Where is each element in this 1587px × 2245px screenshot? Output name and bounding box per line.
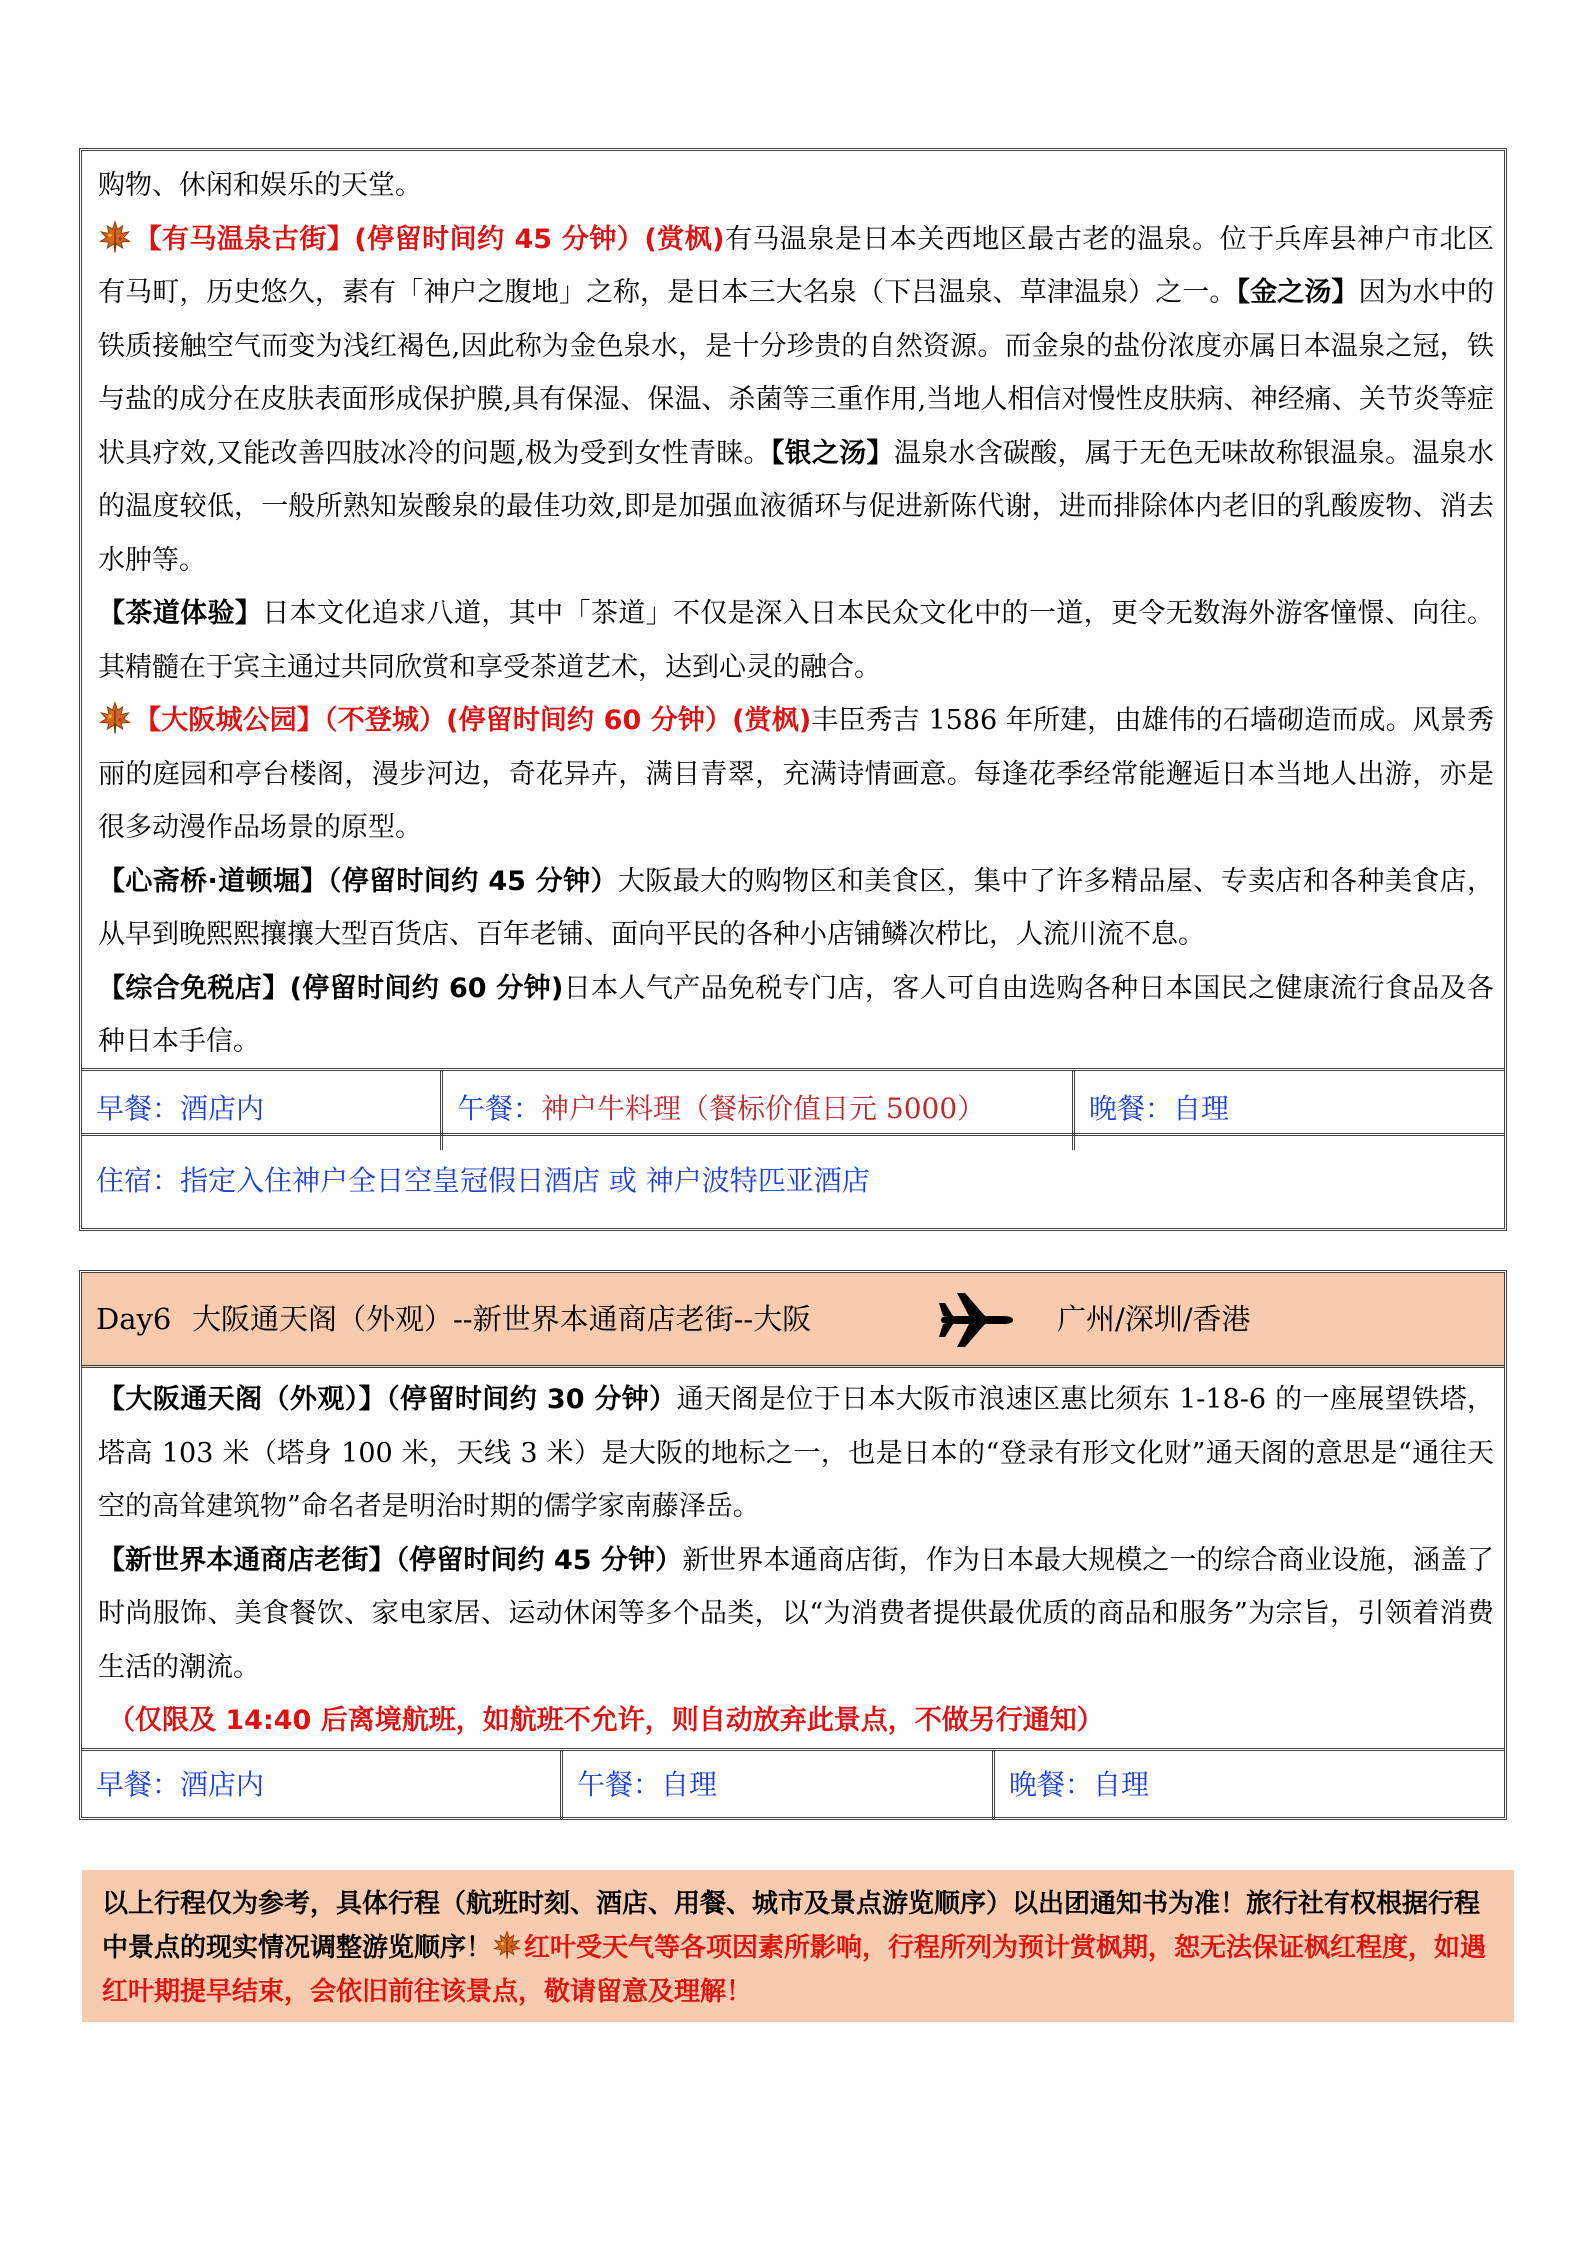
osaka-castle-body: 丰臣秀吉 1586 年所建，由雄伟的石墙砌造而成。风景秀丽的庭园和亭台楼阁，漫步河边，奇花异卉，满目青翠，充满诗情画意。每逢花季经常能邂逅日本当地人出游，亦是很多动漫作品场景的原型。 (98, 705, 1494, 843)
dinner-cell: 晚餐：自理 (1072, 1071, 1504, 1150)
day6-header (82, 1273, 1504, 1368)
breakfast-cell: 早餐：酒店内 (96, 1092, 265, 1125)
shinsaibashi-title: 【心斋桥·道顿堀】（停留时间约 45 分钟） (98, 865, 618, 897)
tsutenkaku-title: 【大阪通天阁（外观）】（停留时间约 30 分钟） (98, 1384, 677, 1415)
maple-leaf-icon (492, 1930, 522, 1960)
arima-body: 有马温泉是日本关西地区最古老的温泉。位于兵库县神户市北区有马町，历史悠久，素有「神户之腹地」之称，是日本三大名泉（下吕温泉、草津温泉）之一。 (98, 223, 1494, 308)
arima-paragraph (98, 213, 1494, 588)
maple-leaf-icon (98, 701, 132, 735)
maple-leaf-icon (98, 220, 132, 254)
dutyfree-paragraph (98, 962, 1494, 1069)
intro-text: 购物、休闲和娱乐的天堂。 (98, 170, 422, 201)
shinsekai-title: 【新世界本通商店老街】（停留时间约 45 分钟） (98, 1544, 683, 1576)
gold-spring-title: 【金之汤】 (1236, 277, 1359, 308)
silver-spring-title: 【银之汤】 (770, 437, 894, 469)
notice-text: 以上行程仅为参考，具体行程（航班时刻、酒店、用餐、城市及景点游览顺序）以出团通知书为准！旅行社有权根据行程中景点的现实情况调整游览顺序！ (102, 1889, 1481, 1963)
shinsaibashi-paragraph (98, 855, 1494, 962)
lunch-cell: 午餐：自理 (560, 1751, 992, 1820)
shinsaibashi-body: 大阪最大的购物区和美食区，集中了许多精品屋、专卖店和各种美食店，从早到晚熙熙攘攘大型百货店、百年老铺、面向平民的各种小店铺鳞次栉比，人流川流不息。 (98, 865, 1494, 950)
silver-spring-body: 温泉水含碳酸，属于无色无味故称银温泉。温泉水的温度较低，一般所熟知炭酸泉的最佳功效,即是加强血液循环与促进新陈代谢，进而排除体内老旧的乳酸废物、消去水肿等。 (98, 437, 1495, 576)
shinsekai-paragraph (98, 1534, 1494, 1695)
dinner-cell: 晚餐：自理 (992, 1751, 1504, 1820)
day-destination: 广州/深圳/香港 (1057, 1302, 1251, 1336)
airplane-icon (937, 1289, 1015, 1351)
gold-spring-body: 因为水中的铁质接触空气而变为浅红褐色,因此称为金色泉水，是十分珍贵的自然资源。而金泉的盐份浓度亦属日本温泉之冠，铁与盐的成分在皮肤表面形成保护膜,具有保湿、保温、杀菌等三重作用,当地人相信对慢性皮肤病、神经痛、关节炎等症状具疗效,又能改善四肢冰冷的问题,极为受到女性青睐。 (98, 277, 1495, 469)
arima-title: 【有马温泉古街】(停留时间约 45 分钟）(赏枫) (134, 223, 725, 255)
lunch-value: 神户牛料理（餐标价值日元 5000） (541, 1092, 986, 1125)
notice-warning: 红叶受天气等各项因素所影响，行程所列为预计赏枫期，恕无法保证枫红程度，如遇红叶期提早结束，会依旧前往该景点，敬请留意及理解！ (102, 1933, 1487, 2007)
tea-paragraph (98, 587, 1494, 694)
accommodation-row: 住宿：指定入住神户全日空皇冠假日酒店 或 神户波特匹亚酒店 (82, 1133, 1504, 1228)
flight-note: （仅限及 14:40 后离境航班，如航班不允许，则自动放弃此景点，不做另行通知） (108, 1705, 1104, 1736)
lunch-label: 午餐： (457, 1092, 542, 1125)
tsutenkaku-body: 通天阁是位于日本大阪市浪速区惠比须东 1-18-6 的一座展望铁塔，塔高 103 米（塔身 100 米，天线 3 米）是大阪的地标之一，也是日本的“登录有形文化财”通天阁的意思是“通往天空的高耸建筑物”命名者是明治时期的儒学家南藤泽岳。 (98, 1384, 1494, 1522)
osaka-castle-paragraph (98, 694, 1494, 855)
day6-itinerary-block (79, 1270, 1507, 1820)
tsutenkaku-paragraph (98, 1373, 1494, 1534)
osaka-castle-title: 【大阪城公园】（不登城）(停留时间约 60 分钟）(赏枫) (134, 705, 812, 736)
day6-meals-row (82, 1748, 1504, 1820)
shinsekai-body: 新世界本通商店街，作为日本最大规模之一的综合商业设施，涵盖了时尚服饰、美食餐饮、家电家居、运动休闲等多个品类，以“为消费者提供最优质的商品和服务”为宗旨，引领着消费生活的潮流。 (98, 1544, 1495, 1683)
disclaimer-notice (82, 1870, 1514, 2022)
day-route: 大阪通天阁（外观）--新世界本通商店老街--大阪 (192, 1302, 812, 1336)
day6-description (98, 1373, 1494, 1748)
breakfast-cell: 早餐：酒店内 (96, 1768, 265, 1801)
tea-title: 【茶道体验】 (98, 598, 263, 629)
tea-body: 日本文化追求八道，其中「茶道」不仅是深入日本民众文化中的一道，更令无数海外游客憧憬、向往。其精髓在于宾主通过共同欣赏和享受茶道艺术，达到心灵的融合。 (98, 598, 1494, 683)
dutyfree-body: 日本人气产品免税专门店，客人可自由选购各种日本国民之健康流行食品及各种日本手信。 (98, 972, 1494, 1057)
day5-itinerary-block (79, 148, 1507, 1231)
day-label: Day6 (96, 1302, 172, 1336)
dutyfree-title: 【综合免税店】(停留时间约 60 分钟) (98, 972, 564, 1004)
day5-description (98, 159, 1494, 1069)
